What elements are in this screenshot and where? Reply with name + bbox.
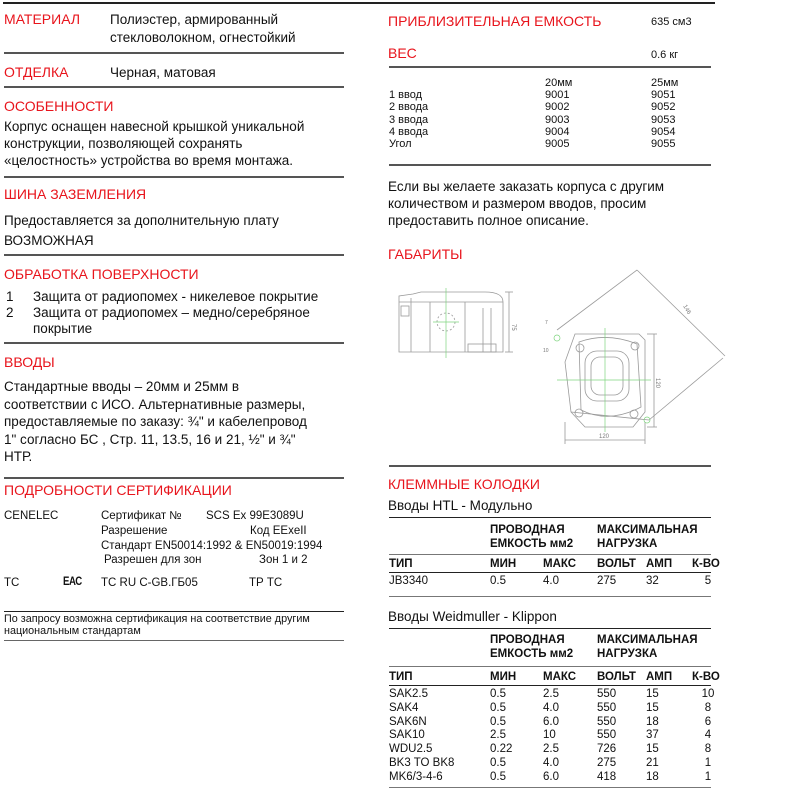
- codes-cell-20mm: 9004: [545, 125, 570, 138]
- cert-tc: ТС: [4, 577, 20, 589]
- cell-max: 6.0: [543, 770, 559, 783]
- cell-min: 2.5: [490, 729, 506, 742]
- column-header-qty: К-ВО: [692, 558, 720, 570]
- weidmuller-title: Вводы Weidmuller - Klippon: [388, 609, 557, 624]
- cell-max: 4.0: [543, 575, 559, 587]
- codes-cell-25mm: 9052: [651, 101, 676, 114]
- cell-max: 2.5: [543, 688, 559, 700]
- cell-min: 0.5: [490, 715, 506, 728]
- codes-header-20mm: 20мм: [545, 77, 573, 89]
- order-note-line: количеством и размером вводов, просим: [388, 196, 647, 211]
- column-header-max: МАКС: [543, 558, 577, 570]
- htl-title: Вводы HTL - Модульно: [388, 498, 533, 513]
- group-head-load: МАКСИМАЛЬНАЯ: [597, 524, 698, 536]
- column-header-amp: АМП: [646, 558, 673, 570]
- entries-line: соответствии с ИСО. Альтернативные размеры,: [4, 397, 306, 412]
- cell-amp: 18: [646, 715, 659, 728]
- cell-volt: 550: [597, 715, 617, 728]
- column-header-qty: К-ВО: [692, 671, 720, 683]
- material-label: МАТЕРИАЛ: [4, 11, 81, 27]
- cell-min: 0.5: [490, 701, 506, 714]
- codes-header-25mm: 25мм: [651, 77, 679, 89]
- dim-depth-label: 120: [654, 378, 660, 389]
- cell-type: SAK10: [389, 729, 425, 742]
- cell-type: WDU2.5: [389, 743, 433, 756]
- dims-title: ГАБАРИТЫ: [388, 246, 463, 262]
- divider: [4, 342, 344, 344]
- cell-qty: 10: [701, 688, 715, 700]
- group-head-load: НАГРУЗКА: [597, 648, 658, 660]
- divider: [389, 685, 711, 686]
- cell-qty: 8: [704, 743, 712, 756]
- cell-amp: 18: [646, 770, 659, 783]
- column-header-type: ТИП: [389, 558, 413, 570]
- divider: [389, 666, 711, 667]
- divider: [389, 596, 711, 597]
- group-head-wire: ЕМКОСТЬ мм2: [490, 538, 574, 550]
- cell-qty: 6: [704, 715, 712, 728]
- capacity-label: ПРИБЛИЗИТЕЛЬНАЯ ЕМКОСТЬ: [388, 13, 602, 29]
- codes-cell-20mm: 9001: [545, 89, 570, 101]
- cert-tr-tc: ТР ТС: [249, 577, 283, 589]
- weight-value: 0.6 кг: [651, 49, 679, 61]
- surface-item-num: 1: [6, 289, 14, 304]
- divider: [4, 477, 344, 479]
- top-view: [557, 270, 725, 444]
- cell-qty: 1: [704, 757, 712, 769]
- cell-min: 0.5: [490, 770, 506, 783]
- entries-title: ВВОДЫ: [4, 354, 55, 370]
- surface-item-text: покрытие: [33, 321, 93, 336]
- cert-approval-code: Код EExeII: [250, 525, 307, 537]
- column-header-volt: ВОЛЬТ: [597, 671, 636, 683]
- cell-qty: 5: [704, 575, 712, 587]
- cell-amp: 15: [646, 701, 659, 714]
- features-line: конструкции, позволяющей сохранять: [4, 136, 243, 151]
- group-head-wire: ПРОВОДНАЯ: [490, 524, 565, 536]
- cell-type: SAK2.5: [389, 688, 428, 700]
- cell-min: 0.5: [490, 757, 506, 769]
- surface-item-text: Защита от радиопомех – медно/серебряное: [33, 305, 310, 320]
- material-value-line2: стекловолокном, огнестойкий: [110, 30, 296, 45]
- column-header-min: МИН: [490, 671, 517, 683]
- divider: [4, 86, 344, 88]
- cert-note-line: По запросу возможна сертификация на соответствие другим: [4, 613, 310, 625]
- dim-width-label: 120: [599, 434, 610, 440]
- divider: [389, 787, 711, 788]
- cell-min: 0.22: [490, 743, 513, 756]
- cell-type: SAK6N: [389, 715, 427, 728]
- cert-title: ПОДРОБНОСТИ СЕРТИФИКАЦИИ: [4, 482, 232, 498]
- divider: [389, 66, 711, 68]
- earth-bar-line: Предоставляется за дополнительную плату: [4, 213, 279, 228]
- divider: [4, 254, 344, 256]
- surface-item-text: Защита от радиопомех - никелевое покрытие: [33, 289, 319, 304]
- cert-zones-label: Разрешен для зон: [104, 554, 202, 566]
- cell-max: 4.0: [543, 757, 559, 769]
- earth-bar-line: ВОЗМОЖНАЯ: [4, 233, 94, 248]
- cell-amp: 15: [646, 743, 659, 756]
- divider: [389, 572, 711, 573]
- cell-type: BK3 TO BK8: [389, 757, 455, 769]
- divider: [389, 628, 711, 629]
- group-head-load: НАГРУЗКА: [597, 538, 658, 550]
- column-header-volt: ВОЛЬТ: [597, 558, 636, 570]
- surface-title: ОБРАБОТКА ПОВЕРХНОСТИ: [4, 266, 199, 282]
- cell-max: 10: [543, 729, 556, 742]
- divider: [389, 164, 711, 166]
- capacity-value: 635 см3: [651, 16, 692, 28]
- column-header-min: МИН: [490, 558, 517, 570]
- cell-max: 4.0: [543, 701, 559, 714]
- cert-number: SCS Ex 99E3089U: [206, 510, 304, 522]
- codes-cell-25mm: 9054: [651, 125, 676, 138]
- codes-cell-entries: 3 ввода: [389, 113, 429, 126]
- dim-lug-a-label: 7: [545, 320, 548, 326]
- entries-line: 1" согласно БС , Стр. 11, 13.5, 16 и 21, ½" и ¾": [4, 432, 296, 447]
- eac-mark-icon: ЕАС: [63, 574, 82, 588]
- cell-volt: 550: [597, 688, 617, 700]
- divider: [4, 52, 344, 54]
- cert-zones: Зон 1 и 2: [259, 554, 308, 566]
- cell-volt: 275: [597, 757, 617, 769]
- cert-note-line: национальным стандартам: [4, 625, 141, 637]
- cell-amp: 32: [646, 575, 659, 587]
- divider: [4, 611, 344, 612]
- cell-volt: 275: [597, 575, 617, 587]
- cell-amp: 37: [646, 729, 659, 742]
- divider: [389, 554, 711, 555]
- top-rule-right: [383, 2, 715, 4]
- column-header-type: ТИП: [389, 671, 413, 683]
- divider: [389, 517, 711, 518]
- finish-value: Черная, матовая: [110, 65, 216, 80]
- codes-cell-entries: 1 ввод: [389, 89, 423, 101]
- entries-line: Стандартные вводы – 20мм и 25мм в: [4, 379, 240, 394]
- codes-cell-25mm: 9055: [651, 138, 676, 151]
- features-title: ОСОБЕННОСТИ: [4, 98, 114, 114]
- cell-max: 6.0: [543, 715, 559, 728]
- cell-min: 0.5: [490, 688, 506, 700]
- codes-cell-entries: 2 ввода: [389, 101, 429, 114]
- divider: [4, 640, 344, 641]
- surface-item-num: 2: [6, 305, 14, 320]
- order-note-line: Если вы желаете заказать корпуса с другим: [388, 179, 665, 194]
- finish-label: ОТДЕЛКА: [4, 64, 69, 80]
- cert-standard: Стандарт EN50014:1992 & EN50019:1994: [101, 540, 323, 552]
- features-line: Корпус оснащен навесной крышкой уникальной: [4, 119, 305, 134]
- material-value-line1: Полиэстер, армированный: [110, 12, 279, 27]
- dim-diagonal-label: 146: [681, 304, 692, 316]
- cert-number-label: Сертификат №: [101, 510, 182, 522]
- cell-qty: 4: [704, 729, 712, 742]
- weight-label: ВЕС: [388, 45, 417, 61]
- cell-type: MK6/3-4-6: [389, 770, 443, 783]
- divider: [4, 176, 344, 178]
- divider: [389, 465, 711, 467]
- codes-cell-entries: Угол: [389, 138, 412, 151]
- entries-line: предоставляемые по заказу: ¾" и кабелепровод: [4, 414, 307, 429]
- cert-approval-label: Разрешение: [101, 525, 168, 537]
- codes-cell-25mm: 9051: [651, 89, 676, 101]
- cell-min: 0.5: [490, 575, 506, 587]
- codes-cell-20mm: 9003: [545, 113, 570, 126]
- group-head-load: МАКСИМАЛЬНАЯ: [597, 634, 698, 646]
- terminals-title: КЛЕММНЫЕ КОЛОДКИ: [388, 476, 540, 492]
- dim-height-label: 75: [510, 324, 516, 331]
- dimensions-drawing: [385, 262, 730, 452]
- column-header-amp: АМП: [646, 671, 673, 683]
- cell-volt: 726: [597, 743, 617, 756]
- features-line: «целостность» устройства во время монтажа.: [4, 153, 293, 168]
- dim-lug-b-label: 10: [543, 348, 549, 354]
- cell-volt: 550: [597, 729, 617, 742]
- cell-volt: 418: [597, 770, 617, 783]
- cell-qty: 1: [704, 770, 712, 783]
- cell-max: 2.5: [543, 743, 559, 756]
- codes-cell-20mm: 9002: [545, 101, 570, 114]
- group-head-wire: ЕМКОСТЬ мм2: [490, 648, 574, 660]
- cell-amp: 21: [646, 757, 659, 769]
- cert-tc-number: TC RU C-GB.ГБ05: [101, 577, 198, 589]
- cell-type: SAK4: [389, 701, 419, 714]
- cell-amp: 15: [646, 688, 659, 700]
- cert-cenelec: CENELEC: [4, 510, 59, 522]
- group-head-wire: ПРОВОДНАЯ: [490, 634, 565, 646]
- cell-type: JB3340: [389, 575, 429, 587]
- earth-bar-title: ШИНА ЗАЗЕМЛЕНИЯ: [4, 186, 147, 202]
- order-note-line: предоставить полное описание.: [388, 213, 589, 228]
- codes-cell-20mm: 9005: [545, 138, 570, 151]
- cell-qty: 8: [704, 701, 712, 714]
- column-header-max: МАКС: [543, 671, 577, 683]
- cell-volt: 550: [597, 701, 617, 714]
- codes-cell-25mm: 9053: [651, 113, 676, 126]
- codes-cell-entries: 4 ввода: [389, 125, 429, 138]
- entries-line: НТР.: [4, 449, 33, 464]
